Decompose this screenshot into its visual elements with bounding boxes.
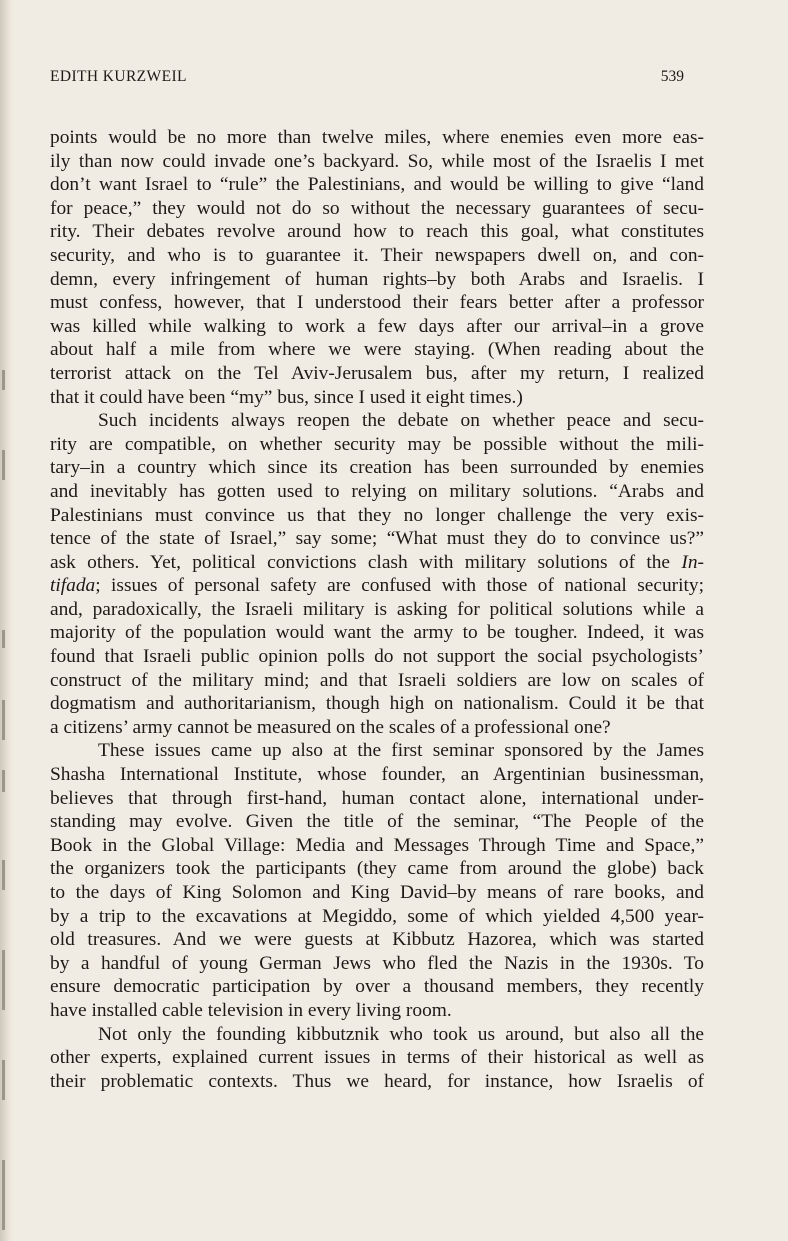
text-line: to the days of King Solomon and King David–by means of rare books, and <box>50 882 704 903</box>
text-line: by a handful of young German Jews who fled the Nazis in the 1930s. To <box>50 952 704 974</box>
text-line: rity are compatible, on whether security may be possible without the mili- <box>50 433 704 455</box>
text-line: about half a mile from where we were staying. (When reading about the <box>50 339 704 361</box>
text-line: Shasha International Institute, whose founder, an Argentinian businessman, <box>50 764 704 786</box>
text-line: These issues came up also at the first seminar sponsored by the James <box>98 740 704 762</box>
text-line: the organizers took the participants (they came from around the globe) back <box>50 858 704 880</box>
running-head-author: EDITH KURZWEIL <box>50 68 187 85</box>
text-line: terrorist attack on the Tel Aviv-Jerusalem bus, after my return, I realized <box>50 362 704 384</box>
text-line: other experts, explained current issues in terms of their historical as well as <box>50 1047 704 1069</box>
text-line: Book in the Global Village: Media and Messages Through Time and Space,” <box>50 834 704 856</box>
running-head <box>50 68 684 90</box>
text-line: for peace,” they would not do so without the necessary guarantees of secu- <box>50 197 704 219</box>
binding-marks <box>0 300 10 1240</box>
text-line: construct of the military mind; and that Israeli soldiers are low on scales of <box>50 669 704 691</box>
text-line: that it could have been “my” bus, since I used it eight times.) <box>50 386 523 408</box>
text-line: ily than now could invade one’s backyard. So, while most of the Israelis I met <box>50 150 704 172</box>
text-line: don’t want Israel to “rule” the Palestinians, and would be willing to give “land <box>50 174 704 196</box>
text-line: was killed while walking to work a few days after our arrival–in a grove <box>50 315 704 337</box>
text-line: Such incidents always reopen the debate on whether peace and secu- <box>98 410 704 432</box>
text-line: tary–in a country which since its creation has been surrounded by enemies <box>50 457 704 479</box>
text-line: Palestinians must convince us that they no longer challenge the very exis- <box>50 504 704 526</box>
text-line: standing may evolve. Given the title of the seminar, “The People of the <box>50 811 704 833</box>
text-line: rity. Their debates revolve around how to reach this goal, what constitutes <box>50 221 704 243</box>
text-line: believes that through first-hand, human contact alone, international under- <box>50 787 704 809</box>
text-line: found that Israeli public opinion polls do not support the social psychologists’ <box>50 646 704 668</box>
text-line: majority of the population would want the army to be tougher. Indeed, it was <box>50 622 704 644</box>
text-line: their problematic contexts. Thus we heard, for instance, how Israelis of <box>50 1070 704 1092</box>
text-line: Not only the founding kibbutznik who took us around, but also all the <box>98 1023 704 1045</box>
text-line: have installed cable television in every living room. <box>50 999 452 1021</box>
text-line: tence of the state of Israel,” say some; “What must they do to convince us?” <box>50 528 704 550</box>
page-number: 539 <box>660 68 684 85</box>
text-line: tifada; issues of personal safety are confused with those of national security; <box>50 575 704 597</box>
text-line: and inevitably has gotten used to relying on military solutions. “Arabs and <box>50 480 704 502</box>
text-line: must confess, however, that I understood their fears better after a professor <box>50 292 704 314</box>
text-line: dogmatism and authoritarianism, though high on nationalism. Could it be that <box>50 693 704 715</box>
text-line: demn, every infringement of human rights–by both Arabs and Israelis. I <box>50 268 704 290</box>
text-line: by a trip to the excavations at Megiddo, some of which yielded 4,500 year- <box>50 905 704 927</box>
text-line: and, paradoxically, the Israeli military is asking for political solutions while a <box>50 598 704 620</box>
text-line: ensure democratic participation by over a thousand members, they recently <box>50 976 704 998</box>
text-line: ask others. Yet, political convictions clash with military solutions of the In- <box>50 551 704 573</box>
text-line: old treasures. And we were guests at Kibbutz Hazorea, which was started <box>50 929 704 951</box>
text-line: security, and who is to guarantee it. Their newspapers dwell on, and con- <box>50 244 704 266</box>
text-line: a citizens’ army cannot be measured on the scales of a professional one? <box>50 716 611 738</box>
body-text <box>50 126 704 1093</box>
text-line: points would be no more than twelve miles, where enemies even more eas- <box>50 127 704 148</box>
